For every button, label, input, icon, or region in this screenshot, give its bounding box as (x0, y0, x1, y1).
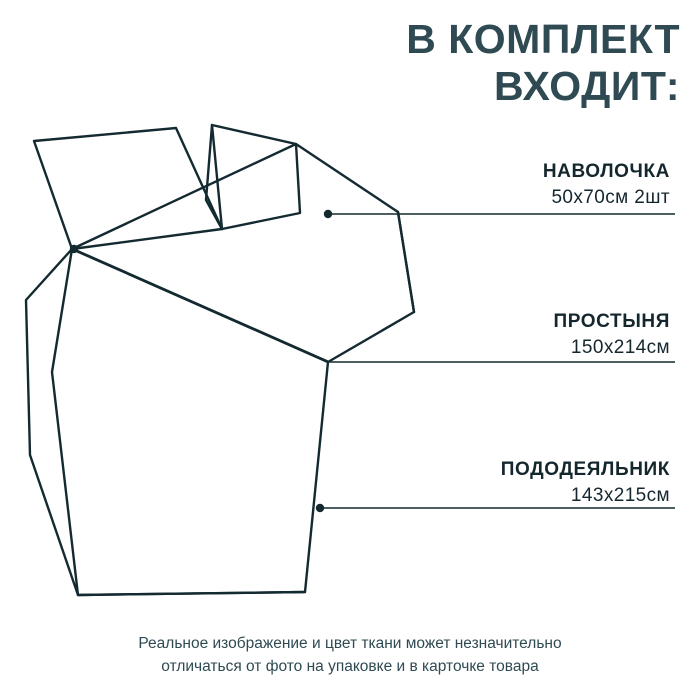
callout-sheet-size: 150х214см (570, 336, 670, 358)
callout-pillowcase-name: НАВОЛОЧКА (542, 161, 670, 182)
disclaimer-line-1: Реальное изображение и цвет ткани может незначительно (138, 634, 562, 652)
sheet-edge (398, 212, 414, 312)
callout-sheet-name: ПРОСТЫНЯ (553, 311, 670, 332)
callout-duvet-size: 143х215см (570, 484, 670, 506)
page-title-line-2: ВХОДИТ: (493, 62, 680, 109)
disclaimer-line-2: отличаться от фото на упаковке и в карточке товара (161, 657, 539, 675)
sheet-shape (72, 144, 414, 362)
duvet-left-fold (52, 249, 78, 595)
callout-pillowcase (370, 160, 670, 210)
disclaimer-note (0, 632, 700, 679)
pillow-left-shape (34, 128, 222, 249)
callout-sheet (370, 310, 670, 360)
callout-duvet (370, 458, 670, 508)
duvet-bottom-fold (78, 592, 305, 595)
callout-pillowcase-size: 50х70см 2шт (551, 186, 670, 208)
page-title-line-1: В КОМПЛЕКТ (406, 16, 680, 62)
callout-duvet-name: ПОДОДЕЯЛЬНИК (500, 459, 670, 480)
